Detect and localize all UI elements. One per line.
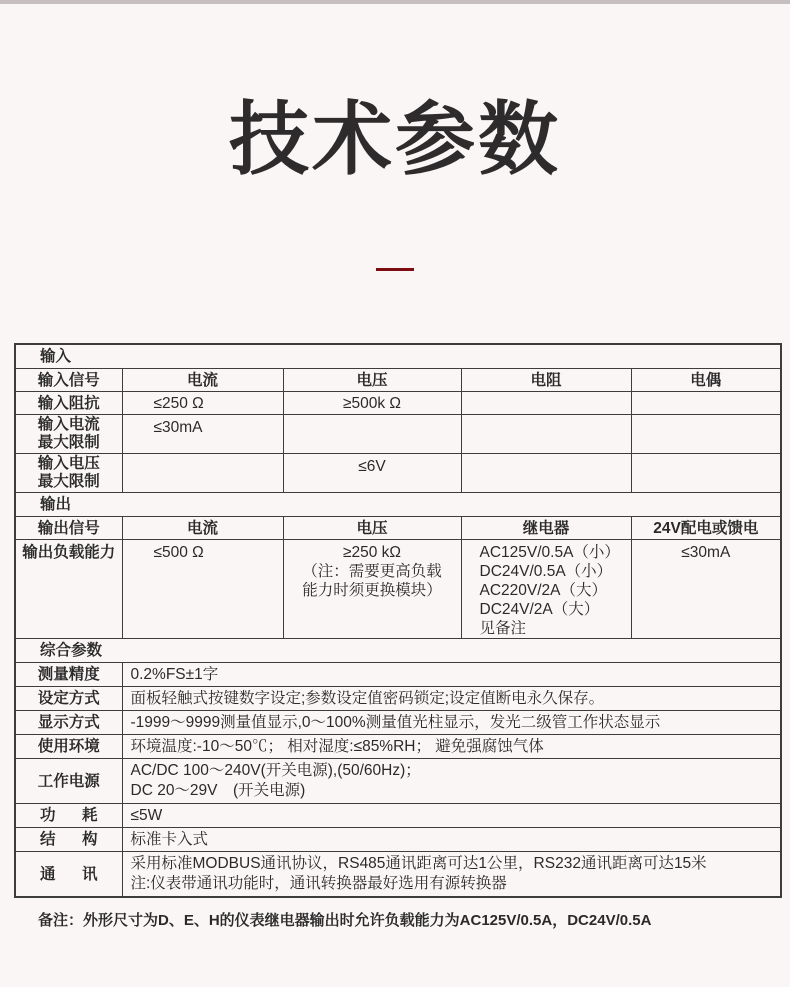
label-char: 讯 [81,865,98,883]
empty-cell [122,454,283,493]
table-row-input-voltage-limit [15,454,781,493]
empty-cell [461,415,631,454]
table-row-communication [15,852,781,898]
value-line: 见备注 [479,620,527,637]
table-row-power-supply [15,759,781,804]
page-title: 技术参数 [229,95,561,184]
header-input-voltage: 电压 [283,369,461,392]
empty-cell [631,415,781,454]
label-setting-method: 设定方式 [15,687,122,711]
value-line: AC125V/0.5A（小） [479,544,620,561]
label-display-mode: 显示方式 [15,711,122,735]
table-row-section-general [15,639,781,663]
header-output-24v-feed: 24V配电或馈电 [631,517,781,540]
empty-cell [283,415,461,454]
value-load-feed: ≤30mA [631,540,781,639]
table-row-setting-method [15,687,781,711]
label-char: 功 [40,807,56,824]
value-impedance-resistance-empty [461,392,631,415]
value-impedance-voltage: ≥500k Ω [283,392,461,415]
header-output-voltage: 电压 [283,517,461,540]
value-load-voltage [283,540,461,639]
value-line: （注：需要更高负载 [302,563,442,580]
label-power-consumption [15,804,122,828]
table-row-output-header [15,517,781,540]
table-row-accuracy [15,663,781,687]
table-row-input-impedance [15,392,781,415]
table-row-input-header [15,369,781,392]
table-row-power-consumption [15,804,781,828]
label-char: 结 [40,831,56,848]
spec-table-container [14,343,780,898]
value-line: DC24V/2A（大） [479,601,600,618]
label-structure [15,828,122,852]
value-setting-method: 面板轻触式按键数字设定;参数设定值密码锁定;设定值断电永久保存。 [122,687,781,711]
header-input-thermocouple: 电偶 [631,369,781,392]
value-load-relay [461,540,631,639]
value-impedance-thermocouple-empty [631,392,781,415]
table-row-output-load [15,540,781,639]
label-line: 输入电流 [37,416,100,433]
value-line: DC24V/0.5A（小） [479,563,613,580]
value-power-consumption: ≤5W [122,804,781,828]
label-power-supply: 工作电源 [15,759,122,804]
label-line: 最大限制 [37,434,100,451]
label-output-load: 输出负载能力 [15,540,122,639]
label-char: 耗 [81,807,98,824]
header-output-current: 电流 [122,517,283,540]
header-output-signal: 输出信号 [15,517,122,540]
label-communication [15,852,122,898]
value-line: 采用标准MODBUS通讯协议，RS485通讯距离可达1公里，RS232通讯距离可达15米 [130,855,707,872]
table-row-input-current-limit [15,415,781,454]
value-load-current: ≤500 Ω [122,540,283,639]
value-display-mode: -1999～9999测量值显示,0～100%测量值光柱显示，发光二级管工作状态显示 [122,711,781,735]
value-line: 注:仪表带通讯功能时，通讯转换器最好选用有源转换器 [130,875,507,892]
value-line: 能力时须更换模块） [302,582,442,599]
value-line: DC 20～29V (开关电源) [130,782,306,799]
header-output-relay: 继电器 [461,517,631,540]
spec-table [14,343,782,898]
value-current-limit: ≤30mA [122,415,283,454]
value-power-supply [122,759,781,804]
header-input-current: 电流 [122,369,283,392]
footnote-remark: 备注：外形尺寸为D、E、H的仪表继电器输出时允许负载能力为AC125V/0.5A，DC24V/0.5A [38,912,652,929]
value-accuracy: 0.2%FS±1字 [122,663,781,687]
label-input-current-limit [15,415,122,454]
label-input-impedance: 输入阻抗 [15,392,122,415]
value-line: AC220V/2A（大） [479,582,607,599]
label-line: 最大限制 [37,473,100,490]
table-row-environment [15,735,781,759]
table-row-display-mode [15,711,781,735]
section-title-general: 综合参数 [15,639,781,663]
empty-cell [461,454,631,493]
label-environment: 使用环境 [15,735,122,759]
value-environment: 环境温度:-10～50℃； 相对湿度:≤85%RH； 避免强腐蚀气体 [122,735,781,759]
value-line: ≥250 kΩ [342,544,401,561]
top-border-bar [0,0,790,4]
label-accuracy: 测量精度 [15,663,122,687]
section-title-input: 输入 [15,344,781,369]
header-input-signal: 输入信号 [15,369,122,392]
value-structure: 标准卡入式 [122,828,781,852]
label-char: 通 [40,865,56,883]
table-row-section-output [15,493,781,517]
title-divider-accent [376,268,414,271]
label-char: 构 [81,831,98,848]
value-communication [122,852,781,898]
value-impedance-current: ≤250 Ω [122,392,283,415]
header-input-resistance: 电阻 [461,369,631,392]
table-row-section-input [15,344,781,369]
empty-cell [631,454,781,493]
label-input-voltage-limit [15,454,122,493]
value-voltage-limit: ≤6V [283,454,461,493]
label-line: 输入电压 [37,455,100,472]
value-line: AC/DC 100～240V(开关电源),(50/60Hz)； [130,762,421,779]
section-title-output: 输出 [15,493,781,517]
table-row-structure [15,828,781,852]
